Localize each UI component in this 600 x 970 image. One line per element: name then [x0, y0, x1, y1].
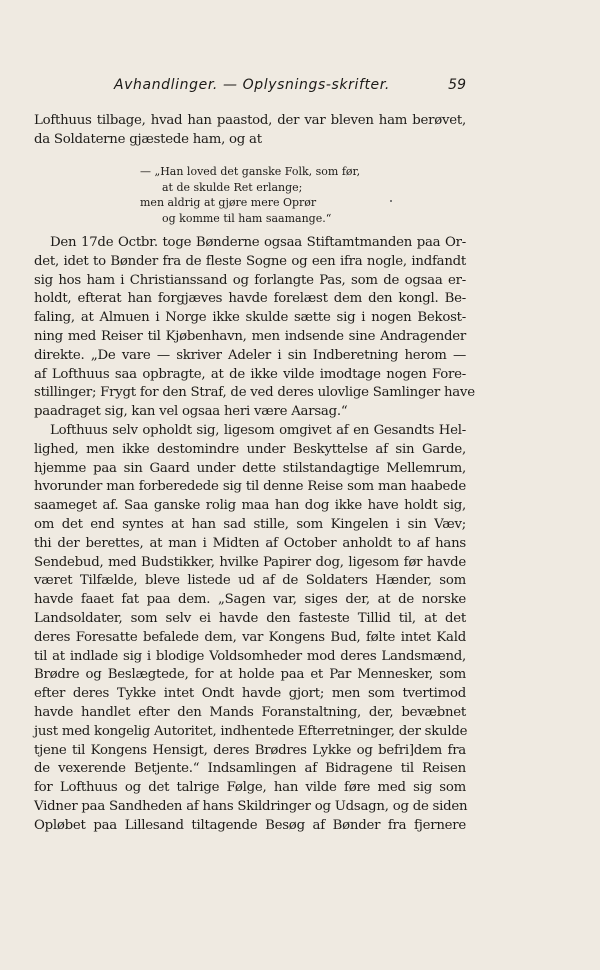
- text-line: efter deres Tykke intet Ondt havde gjort; men som tvertimod: [34, 686, 466, 702]
- intro-text: [34, 112, 466, 150]
- text-line: Opløbet paa Lillesand tiltagende Besøg af Bønder fra fjernere: [34, 817, 466, 833]
- text-line: til at indlade sig i blodige Voldsomheder mod deres Landsmænd,: [34, 648, 466, 664]
- running-title: Avhandlinger. — Oplysnings-skrifter.: [114, 77, 390, 93]
- text-line: Lofthuus selv opholdt sig, ligesom omgivet af en Gesandts Hel-: [50, 422, 466, 438]
- text-line: om det end syntes at han sad stille, som Kingelen i sin Væv;: [34, 516, 466, 532]
- text-line: ning med Reiser til Kjøbenhavn, men indsende sine Andragender: [34, 328, 466, 344]
- text-line: Lofthuus tilbage, hvad han paastod, der var bleven ham berøvet,: [34, 113, 466, 128]
- text-line: hvorunder man forberedede sig til denne Reise som man haabede: [34, 479, 466, 495]
- text-line: da Soldaterne gjæstede ham, og at: [34, 131, 262, 147]
- text-line: lighed, men ikke destomindre under Beskyttelse af sin Garde,: [34, 441, 466, 457]
- body-text: [34, 234, 475, 836]
- text-line: Vidner paa Sandheden af hans Skildringer og Udsagn, og de siden: [34, 798, 468, 814]
- text-line: Landsoldater, som selv ei havde den fasteste Tillid til, at det: [34, 610, 466, 626]
- text-line: havde handlet efter den Mands Foranstaltning, der, bevæbnet: [34, 704, 466, 720]
- text-line: faling, at Almuen i Norge ikke skulde sætte sig i nogen Bekost-: [34, 310, 466, 326]
- text-line: havde faaet fat paa dem. „Sagen var, siges der, at de norske: [34, 592, 466, 608]
- text-line: hjemme paa sin Gaard under dette stilstandagtige Mellemrum,: [34, 460, 466, 476]
- text-line: paadraget sig, kan vel ogsaa heri være Aarsag.“: [34, 404, 348, 420]
- page-number: 59: [448, 77, 466, 93]
- verse-line: — „Han loved det ganske Folk, som før,: [140, 165, 361, 178]
- text-line: Brødre og Beslægtede, for at holde paa et Par Mennesker, som: [34, 667, 466, 683]
- text-line: tjene til Kongens Hensigt, deres Brødres Lykke og befri]dem fra: [34, 742, 466, 758]
- text-line: Den 17de Octbr. toge Bønderne ogsaa Stiftamtmanden paa Or-: [50, 235, 466, 250]
- text-line: sig hos ham i Christianssand og forlangte Pas, som de ogsaa er-: [34, 272, 466, 288]
- text-line: deres Foresatte befalede dem, var Kongens Bud, følte intet Kald: [34, 629, 466, 645]
- text-line: det, idet to Bønder fra de fleste Sogne og een ifra nogle, indfandt: [34, 253, 466, 269]
- text-line: af Lofthuus saa opbragte, at de ikke vilde imodtage nogen Fore-: [34, 366, 466, 382]
- page-header: [34, 74, 466, 98]
- verse-quote: [140, 164, 380, 226]
- text-line: Sendebud, med Budstikker, hvilke Papirer dog, ligesom før havde: [34, 554, 466, 570]
- text-line: stillinger; Frygt for den Straf, de ved deres ulovlige Samlinger have: [34, 385, 475, 401]
- text-line: saameget af. Saa ganske rolig maa han dog ikke have holdt sig,: [34, 498, 466, 514]
- text-line: for Lofthuus og det talrige Følge, han vilde føre med sig som: [34, 780, 466, 796]
- text-line: holdt, efterat han forgjæves havde forelæst dem den kongl. Be-: [34, 291, 466, 307]
- text-line: direkte. „De vare — skriver Adeler i sin Indberetning herom —: [34, 347, 466, 363]
- verse-line: men aldrig at gjøre mere Oprør: [140, 196, 317, 210]
- text-line: været Tilfælde, bleve listede ud af de Soldaters Hænder, som: [34, 573, 466, 589]
- text-line: just med kongelig Autoritet, indhentede Efterretninger, der skulde: [34, 723, 468, 739]
- verse-line: at de skulde Ret erlange;: [162, 180, 303, 194]
- text-line: de vexerende Betjente.“ Indsamlingen af Bidragene til Reisen: [34, 761, 466, 777]
- verse-line: og komme til ham saamange.“: [162, 211, 332, 225]
- text-line: thi der berettes, at man i Midten af October anholdt to af hans: [34, 535, 466, 551]
- print-speck: [390, 200, 392, 202]
